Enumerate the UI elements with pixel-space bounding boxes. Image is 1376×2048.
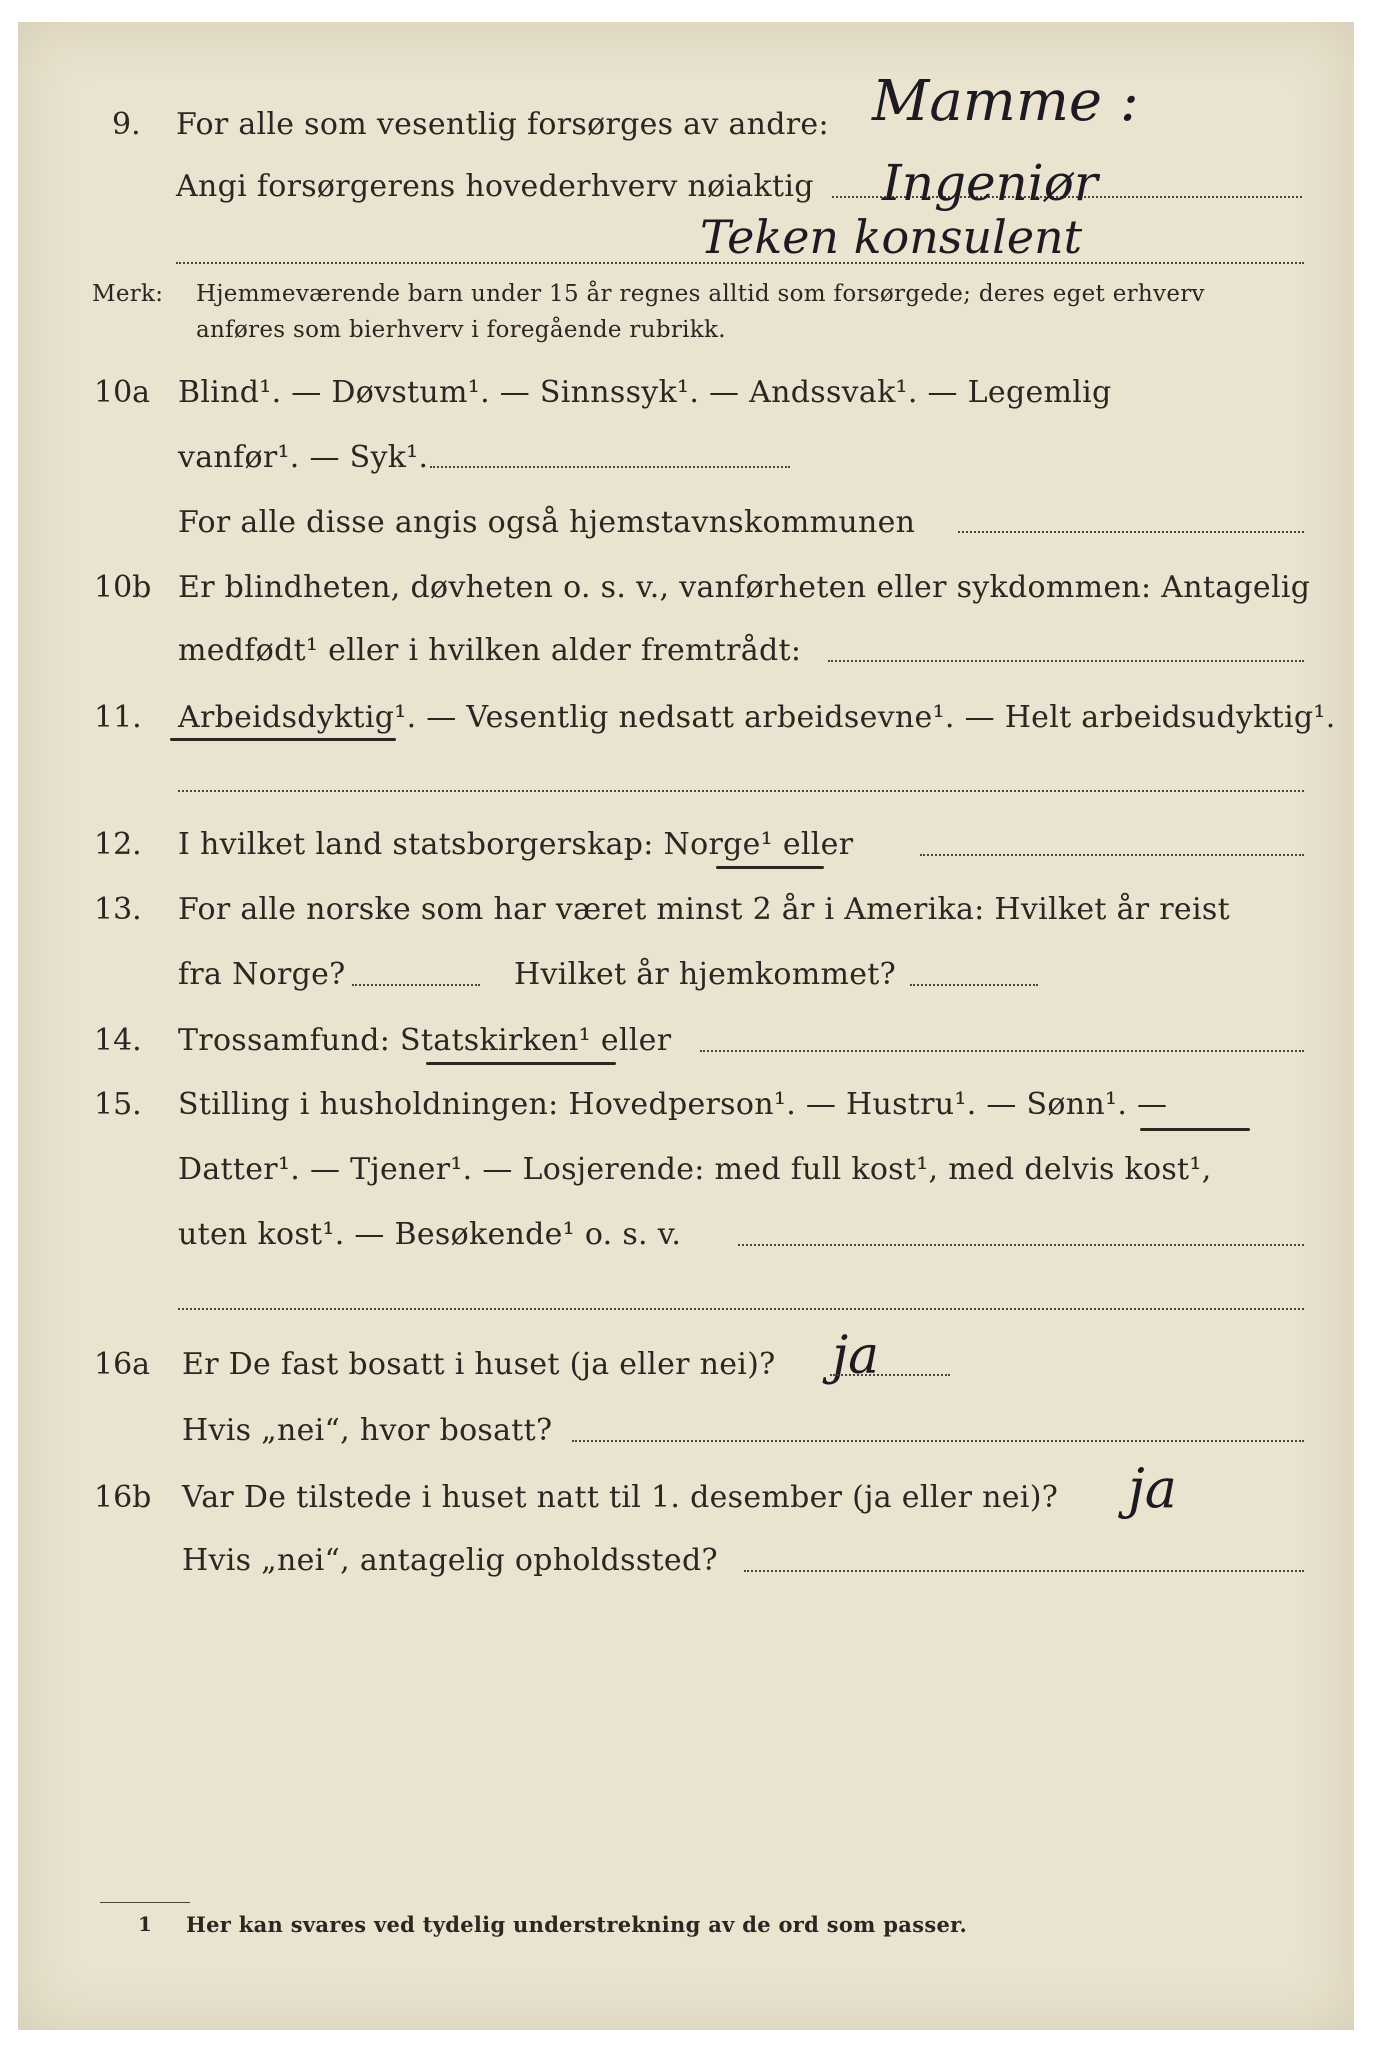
q14-line: [178, 1023, 672, 1058]
q9-prompt: For alle som vesentlig forsørges av andre:: [176, 107, 829, 142]
q16b-line1: Var De tilstede i huset natt til 1. desember (ja eller nei)?: [182, 1480, 1059, 1515]
q14-after: ¹ eller: [578, 1023, 672, 1058]
merk-text-line2: anføres som bierhverv i foregående rubrikk.: [196, 317, 726, 343]
q16a-number: 16a: [94, 1347, 151, 1382]
q15-line1: [178, 1087, 1168, 1122]
q16b-handwritten-answer: ja: [1128, 1457, 1177, 1520]
q14-underlined-option: Statskirken: [400, 1023, 579, 1058]
q9-number: 9.: [112, 107, 141, 142]
q13-left-year-line: [352, 984, 480, 986]
merk-text-line1: Hjemmeværende barn under 15 år regnes alltid som forsørgede; deres eget erhverv: [196, 281, 1205, 307]
q15-underlined-option: Sønn: [1026, 1087, 1106, 1122]
q16a-handwritten-answer: ja: [832, 1326, 880, 1386]
q14-underline-mark: [426, 1062, 616, 1065]
q15-line1-text: Stilling i husholdningen: Hovedperson¹. — Hustru¹. —: [178, 1087, 1017, 1122]
q15-line1-end: ¹. —: [1105, 1087, 1168, 1122]
q13-return-year-line: [910, 984, 1038, 986]
q9-handwritten-answer: Mamme :: [872, 69, 1139, 134]
q12-underlined-option: Norge: [663, 827, 761, 862]
q16a-where-line: [572, 1440, 1304, 1442]
merk-label: Merk:: [92, 281, 164, 307]
q13-number: 13.: [94, 892, 142, 927]
q16b-line2: Hvis „nei“, antagelig opholdssted?: [182, 1543, 718, 1578]
q11-underlined-option: Arbeidsdyktig: [178, 700, 395, 735]
q10a-number: 10a: [94, 375, 151, 410]
q15-line3: uten kost¹. — Besøkende¹ o. s. v.: [178, 1217, 682, 1252]
q11-underline-mark: [170, 738, 396, 741]
q10b-line1: Er blindheten, døvheten o. s. v., vanførheten eller sykdommen: Antagelig: [178, 570, 1311, 605]
q12-other-line: [920, 854, 1304, 856]
q9-extra-answer: Teken konsulent: [700, 210, 1083, 264]
q10a-line1: Blind¹. — Døvstum¹. — Sinnssyk¹. — Andssvak¹. — Legemlig: [178, 375, 1112, 410]
q10a-line3: For alle disse angis også hjemstavnskommunen: [178, 505, 916, 540]
q14-number: 14.: [94, 1023, 142, 1058]
q16a-line2: Hvis „nei“, hvor bosatt?: [182, 1413, 553, 1448]
q12-line: [178, 827, 854, 862]
q12-after: ¹ eller: [760, 827, 854, 862]
q14-other-line: [700, 1050, 1304, 1052]
q11-line: [178, 700, 1336, 735]
q12-underline-mark: [716, 866, 824, 869]
q16a-line1: Er De fast bosatt i huset (ja eller nei)?: [182, 1347, 776, 1382]
q10b-age-line: [828, 660, 1304, 662]
q11-extra-line: [178, 790, 1304, 792]
q15-underline-mark: [1140, 1128, 1250, 1131]
q15-extra-line: [178, 1308, 1304, 1310]
q13-line2b: Hvilket år hjemkommet?: [514, 957, 897, 992]
q13-line2a: fra Norge?: [178, 957, 346, 992]
q15-other-line: [738, 1244, 1304, 1246]
q10a-line2: vanfør¹. — Syk¹.: [178, 440, 429, 475]
q10a-syk-line: [430, 466, 790, 468]
q11-rest: ¹. — Vesentlig nedsatt arbeidsevne¹. — Helt arbeidsudyktig¹.: [394, 700, 1336, 735]
q9-occupation-answer: Ingeniør: [882, 154, 1098, 212]
q12-number: 12.: [94, 827, 142, 862]
q10b-line2: medfødt¹ eller i hvilken alder fremtrådt:: [178, 633, 802, 668]
q15-line2: Datter¹. — Tjener¹. — Losjerende: med full kost¹, med delvis kost¹,: [178, 1152, 1212, 1187]
footnote-text: Her kan svares ved tydelig understrekning av de ord som passer.: [186, 1912, 968, 1937]
q9-occupation-prompt: Angi forsørgerens hovederhverv nøiaktig: [176, 169, 814, 204]
q10b-number: 10b: [94, 570, 152, 605]
footnote-mark: 1: [138, 1912, 153, 1936]
q12-prompt: I hvilket land statsborgerskap:: [178, 827, 654, 862]
q16a-answer-line: [830, 1374, 950, 1376]
q16b-location-line: [744, 1570, 1304, 1572]
q10a-hometown-line: [958, 531, 1304, 533]
q13-line1: For alle norske som har været minst 2 år i Amerika: Hvilket år reist: [178, 892, 1230, 927]
q15-number: 15.: [94, 1087, 142, 1122]
footnote-rule: [100, 1902, 190, 1903]
q16b-number: 16b: [94, 1480, 152, 1515]
q14-prompt: Trossamfund:: [178, 1023, 391, 1058]
q11-number: 11.: [94, 700, 142, 735]
